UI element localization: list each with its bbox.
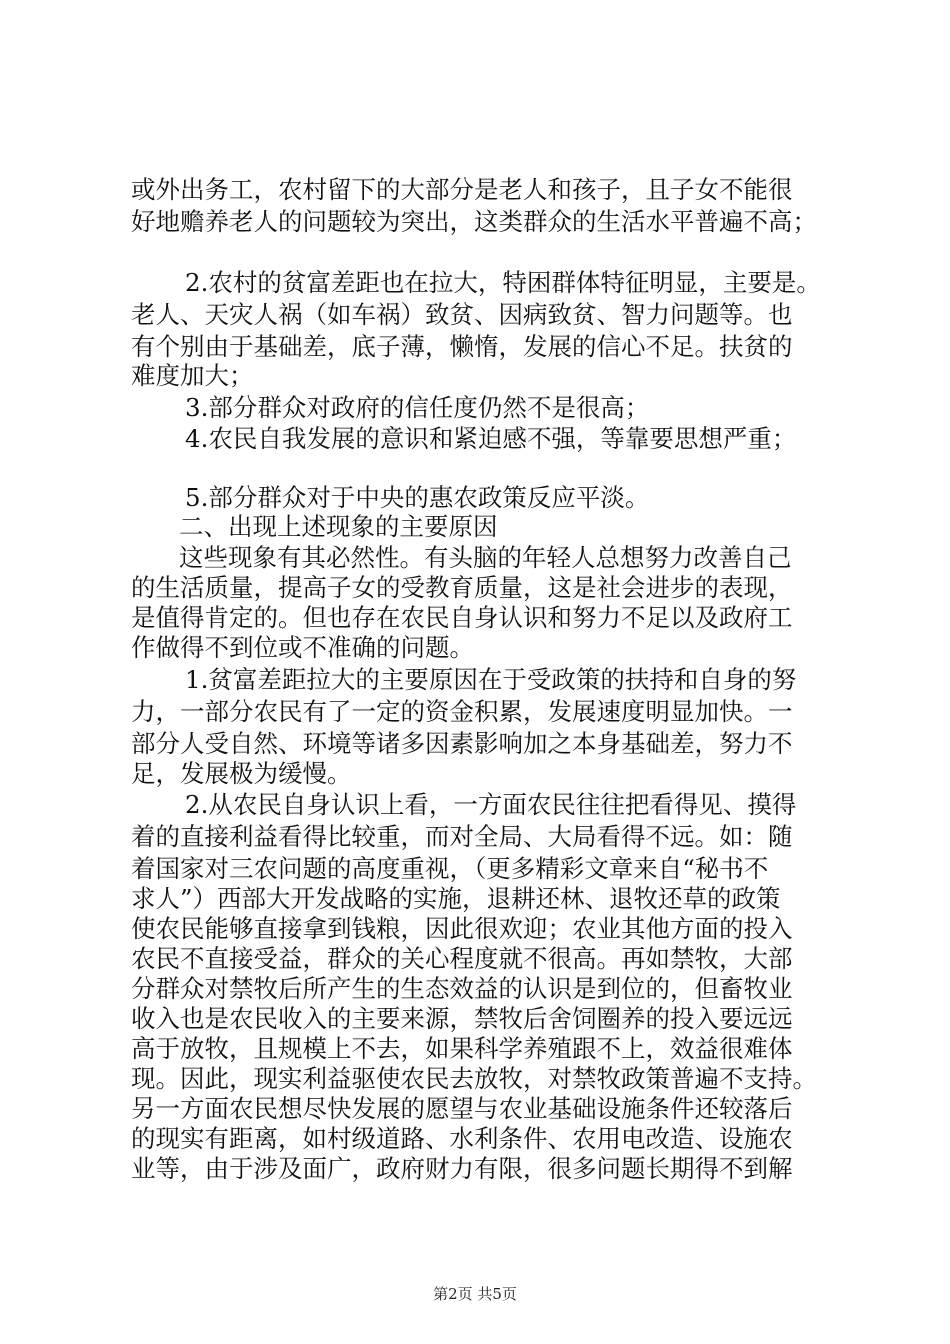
text-line: 现。因此，现实利益驱使农民去放牧，对禁牧政策普遍不支持。: [131, 1064, 817, 1093]
text-line: 着的直接利益看得比较重，而对全局、大局看得不远。如：随: [131, 822, 793, 851]
text-line: 足，发展极为缓慢。: [131, 759, 352, 788]
text-line: 另一方面农民想尽快发展的愿望与农业基础设施条件还较落后: [131, 1094, 793, 1123]
text-line: 1.贫富差距拉大的主要原因在于受政策的扶持和自身的努: [185, 665, 797, 694]
text-line: 3.部分群众对政府的信任度仍然不是很高；: [185, 393, 650, 422]
section-heading: 二、出现上述现象的主要原因: [179, 512, 498, 541]
text-line: 高于放牧，且规模上不去，如果科学养殖跟不上，效益很难体: [131, 1034, 793, 1063]
text-line: 力，一部分农民有了一定的资金积累，发展速度明显加快。一: [131, 697, 793, 726]
text-line: 2.从农民自身认识上看，一方面农民往往把看得见、摸得: [185, 790, 797, 819]
text-line: 2.农村的贫富差距也在拉大，特困群体特征明显，主要是。: [185, 268, 821, 297]
text-line: 收入也是农民收入的主要来源，禁牧后舍饲圈养的投入要远远: [131, 1004, 793, 1033]
text-line: 4.农民自我发展的意识和紧迫感不强，等靠要思想严重；: [185, 424, 797, 453]
text-line: 使农民能够直接拿到钱粮，因此很欢迎；农业其他方面的投入: [131, 914, 793, 943]
text-line: 好地赡养老人的问题较为突出，这类群众的生活水平普遍不高；: [131, 207, 817, 236]
text-line: 业等，由于涉及面广，政府财力有限，很多问题长期得不到解: [131, 1154, 793, 1183]
text-line: 这些现象有其必然性。有头脑的年轻人总想努力改善自己: [179, 543, 792, 572]
text-line: 或外出务工，农村留下的大部分是老人和孩子，且子女不能很: [131, 175, 793, 204]
text-line: 作做得不到位或不准确的问题。: [131, 633, 474, 662]
text-line: 有个别由于基础差，底子薄，懒惰，发展的信心不足。扶贫的: [131, 332, 793, 361]
text-line: 是值得肯定的。但也存在农民自身认识和努力不足以及政府工: [131, 603, 793, 632]
text-line: 5.部分群众对于中央的惠农政策反应平淡。: [185, 483, 650, 512]
text-line: 的生活质量，提高子女的受教育质量，这是社会进步的表现，: [131, 573, 793, 602]
text-line: 农民不直接受益，群众的关心程度就不很高。再如禁牧，大部: [131, 944, 793, 973]
text-line: 老人、天灾人祸（如车祸）致贫、因病致贫、智力问题等。也: [131, 300, 793, 329]
text-line: 的现实有距离，如村级道路、水利条件、农用电改造、设施农: [131, 1124, 793, 1153]
text-line: 着国家对三农问题的高度重视，（更多精彩文章来自“秘书不: [131, 854, 769, 883]
page-number-footer: 第2页 共5页: [433, 1285, 517, 1303]
text-line: 求人”）西部大开发战略的实施，退耕还林、退牧还草的政策: [131, 884, 781, 913]
text-line: 难度加大；: [131, 361, 254, 390]
text-line: 分群众对禁牧后所产生的生态效益的认识是到位的，但畜牧业: [131, 974, 793, 1003]
text-line: 部分人受自然、环境等诸多因素影响加之本身基础差，努力不: [131, 729, 793, 758]
